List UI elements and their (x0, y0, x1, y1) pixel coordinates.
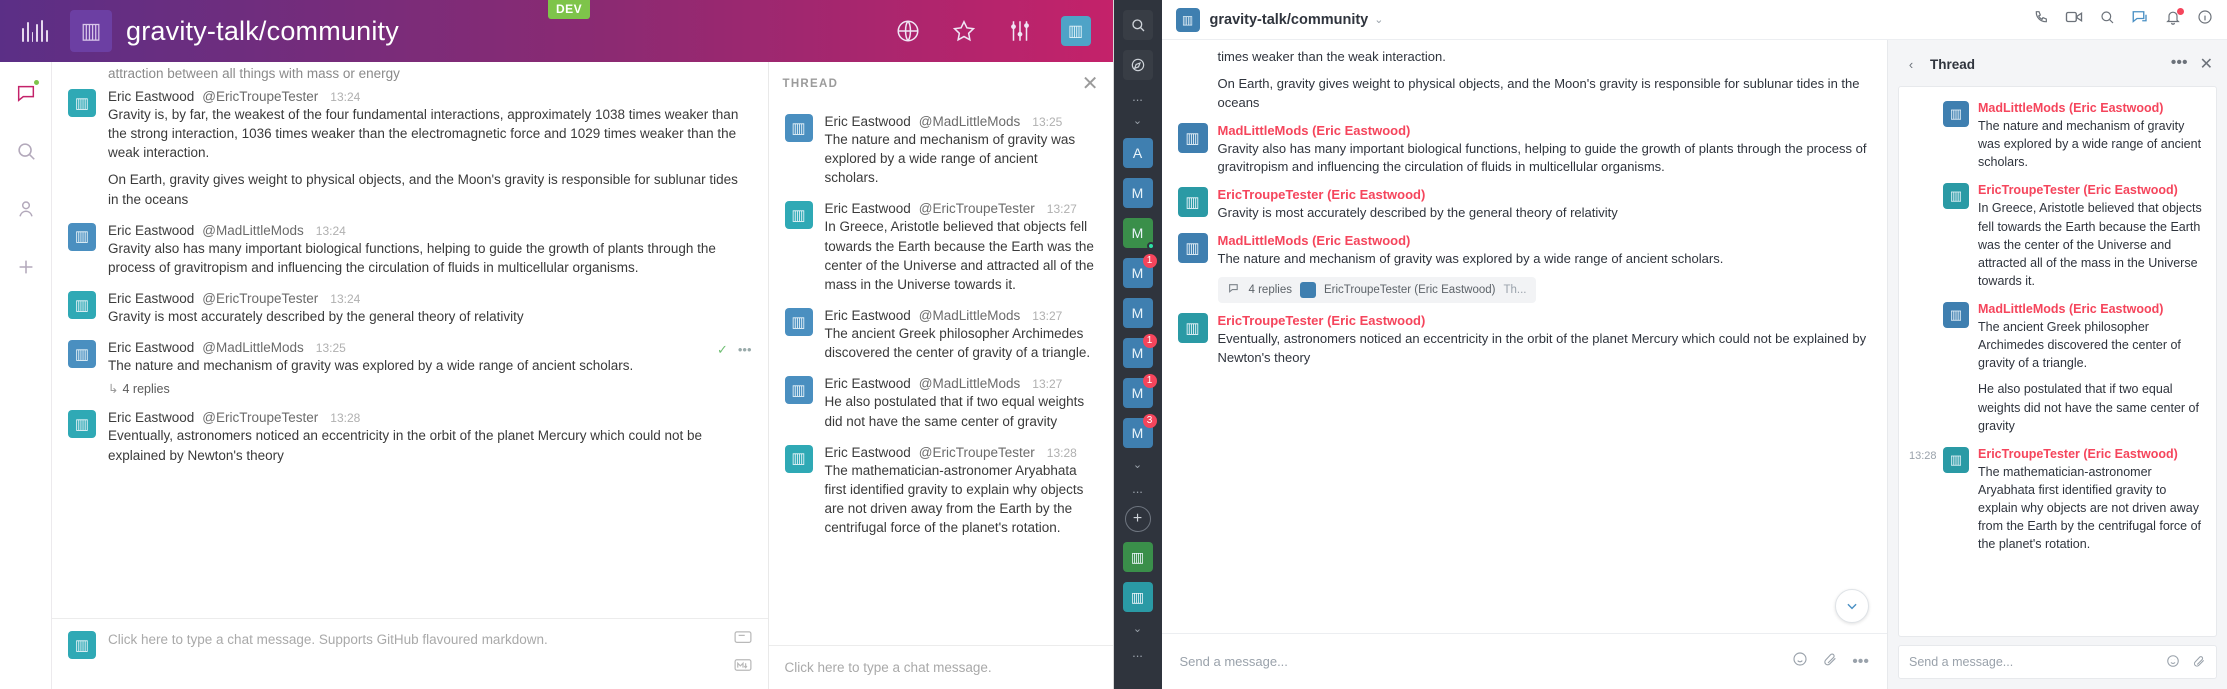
message-author[interactable]: EricTroupeTester (Eric Eastwood) (1217, 187, 1426, 203)
avatar-letter: M (1131, 385, 1144, 401)
left-body (0, 62, 1113, 689)
list-item[interactable] (1162, 307, 1888, 372)
message-time: 13:27 (1046, 202, 1077, 217)
avatar[interactable] (68, 223, 96, 251)
avatar-glyph: ▥ (791, 381, 806, 399)
message-time: 13:27 (1032, 377, 1063, 392)
sidebar-item-chat[interactable] (9, 76, 43, 110)
avatar-glyph: ▥ (1949, 307, 1963, 322)
avatar[interactable] (68, 291, 96, 319)
composer-actions (734, 631, 752, 677)
message-author: Eric Eastwood (108, 340, 195, 356)
list-item[interactable] (52, 283, 768, 332)
avatar[interactable] (785, 308, 813, 336)
threads-icon[interactable] (2131, 9, 2149, 30)
message-username[interactable]: @MadLittleMods (918, 114, 1021, 129)
thread-panel-title: Thread (1930, 56, 1976, 72)
message-body (1218, 48, 1868, 113)
right-thread-panel (1887, 40, 2227, 689)
video-camera-icon[interactable] (2065, 9, 2083, 30)
close-icon[interactable]: ✕ (2199, 56, 2213, 73)
thread-panel-actions (2171, 54, 2213, 74)
list-item[interactable] (1899, 296, 2216, 441)
message-body: The nature and mechanism of gravity was explored by a wide range of ancient scholars. (824, 132, 1076, 186)
message-username[interactable]: @EricTroupeTester (202, 291, 319, 307)
room-avatar[interactable] (1176, 8, 1200, 32)
message-time: 13:28 (1046, 445, 1077, 460)
message-author[interactable]: EricTroupeTester (Eric Eastwood) (1978, 183, 2178, 198)
user-avatar[interactable] (1061, 16, 1091, 46)
message-author: Eric Eastwood (108, 222, 195, 238)
list-item[interactable] (769, 300, 1113, 368)
message-paragraph: Gravity also has many important biological functions, helping to guide the growth of plants through the process of gravitropism and influencing the circulation of fluids in multicellular organisms. (108, 240, 716, 275)
message-author[interactable]: MadLittleMods (Eric Eastwood) (1978, 302, 2164, 316)
message-body: In Greece, Aristotle believed that objects fell towards the Earth because the Earth was the center of the Universe and attracted all of the mass in the Universe towards it. (1978, 201, 2202, 288)
list-item[interactable] (769, 193, 1113, 300)
markdown-help-icon[interactable] (734, 658, 752, 677)
message-author[interactable]: EricTroupeTester (Eric Eastwood) (1978, 446, 2178, 461)
message-time (1909, 302, 1943, 435)
message-username[interactable]: @MadLittleMods (202, 340, 304, 356)
close-icon[interactable]: ✕ (1081, 73, 1099, 95)
message-paragraph: times weaker than the weak interaction. (1217, 49, 1446, 64)
avatar-glyph: ▥ (1185, 194, 1200, 212)
kebab-more-icon[interactable]: ••• (2170, 54, 2188, 71)
read-check-icon[interactable]: ✓ (716, 342, 728, 358)
message-username[interactable]: @EricTroupeTester (202, 89, 319, 104)
message-paragraph: Gravity also has many important biological functions, helping to guide the growth of plants through the process of gravitropism and influencing the circulation of fluids in multicellular organisms. (1217, 140, 1867, 175)
menu-icon (22, 20, 48, 42)
list-item[interactable] (769, 106, 1113, 193)
rail-chevron-2[interactable]: ⌄ (1132, 459, 1143, 471)
message-body (1218, 330, 1868, 368)
rail-avatar-1[interactable] (1123, 255, 1153, 288)
thread-input-placeholder[interactable]: Send a message... (1909, 655, 2014, 669)
chat-input-placeholder[interactable]: Click here to type a chat message. Supports GitHub flavoured markdown. (108, 632, 548, 647)
globe-icon[interactable] (893, 16, 923, 46)
sidebar-item-add[interactable] (9, 250, 43, 284)
avatar-glyph: ▥ (791, 313, 806, 331)
rail-chevron-3[interactable]: ⌄ (1132, 623, 1143, 635)
message-paragraph: On Earth, gravity gives weight to physical objects, and the Moon's gravity is responsible for sublunar tides in the oceans (108, 172, 738, 207)
rail-dots-2[interactable]: ... (1132, 481, 1143, 496)
avatar-glyph: ▥ (791, 450, 806, 468)
avatar-letter: M (1131, 305, 1144, 321)
rail-chevron-1[interactable]: ⌄ (1132, 115, 1143, 127)
avatar[interactable] (1178, 233, 1208, 263)
message-paragraph: On Earth, gravity gives weight to physical objects, and the Moon's gravity is responsible for sublunar tides in the oceans (1217, 75, 1860, 110)
left-chat-column (52, 62, 768, 689)
message-hover-actions (717, 342, 752, 358)
avatar (1300, 282, 1316, 298)
rail-dots-1[interactable]: ... (1132, 89, 1143, 104)
avatar[interactable] (1178, 123, 1208, 153)
avatar-glyph: ▥ (1185, 240, 1200, 258)
message-time: 13:28 (1909, 449, 1937, 462)
message-username[interactable]: @EricTroupeTester (918, 444, 1035, 460)
sidebar-item-people[interactable] (9, 192, 43, 226)
avatar-glyph: ▥ (74, 94, 90, 112)
phone-icon[interactable] (2033, 9, 2049, 30)
user-avatar-icon: ▥ (1067, 23, 1084, 40)
rail-dots-3[interactable]: ... (1132, 645, 1143, 660)
avatar-letter: A (1132, 145, 1143, 161)
sidebar-item-search[interactable] (9, 134, 43, 168)
rail-avatar-7[interactable] (1123, 582, 1153, 612)
star-icon[interactable] (949, 16, 979, 46)
message-time: 13:25 (315, 341, 346, 356)
message-body: He also postulated that if two equal weights did not have the same center of gravity (824, 394, 1085, 429)
message-time: 13:24 (315, 223, 346, 238)
message-body (1218, 250, 1724, 269)
avatar[interactable] (1178, 187, 1208, 217)
left-header-actions (893, 16, 1113, 46)
rail-avatar-4[interactable] (1123, 375, 1153, 408)
message-body: The nature and mechanism of gravity was explored by a wide range of ancient scholars. (1978, 119, 2202, 170)
list-item[interactable] (769, 437, 1113, 544)
avatar[interactable] (1943, 302, 1969, 328)
avatar-letter: M (1131, 425, 1144, 441)
avatar[interactable] (68, 340, 96, 368)
unread-indicator-dot (32, 78, 41, 87)
message-paragraph: Eventually, astronomers noticed an eccentricity in the orbit of the planet Mercury which could not be explained by Newton's theory (1217, 330, 1867, 365)
list-item[interactable] (769, 368, 1113, 436)
avatar[interactable] (1178, 313, 1208, 343)
right-body (1162, 40, 2227, 689)
chat-input-placeholder[interactable]: Send a message... (1179, 654, 1288, 669)
message-time (1909, 101, 1943, 171)
message-paragraph: Gravity is most accurately described by the general theory of relativity (108, 309, 524, 325)
list-item[interactable] (1162, 117, 1888, 182)
rail-avatar-a[interactable] (1123, 138, 1153, 168)
message-body (108, 356, 750, 375)
avatar[interactable] (785, 376, 813, 404)
message-paragraph: He also postulated that if two equal weights did not have the same center of gravity (1978, 382, 2199, 433)
avatar-placeholder (1178, 48, 1208, 113)
emoji-icon[interactable] (1792, 651, 1808, 672)
right-composer[interactable] (1162, 633, 1888, 689)
avatar-glyph: ▥ (74, 345, 90, 363)
bell-icon[interactable] (2165, 9, 2181, 31)
emoji-icon[interactable] (2166, 654, 2180, 671)
avatar[interactable] (1943, 101, 1969, 127)
message-body (108, 105, 750, 209)
thread-message-list[interactable] (769, 106, 1113, 645)
markdown-preview-icon[interactable] (734, 631, 752, 650)
page-title[interactable]: gravity-talk/community (1209, 11, 1369, 28)
rail-avatar-m2[interactable] (1123, 218, 1153, 248)
rail-avatar-2[interactable] (1123, 298, 1153, 328)
message-body: The ancient Greek philosopher Archimedes discovered the center of gravity of a triangle. (824, 326, 1091, 361)
dev-badge: DEV (548, 0, 590, 19)
right-main (1162, 0, 2227, 689)
create-new-button[interactable]: + (1125, 506, 1151, 532)
message-body: In Greece, Aristotle believed that objects fell towards the Earth because the Earth was the center of the Universe and attracted all of the mass in the Universe towards it. (824, 219, 1094, 292)
message-body (108, 307, 750, 326)
avatar[interactable] (785, 114, 813, 142)
message-author: Eric Eastwood (108, 291, 195, 307)
list-item[interactable] (1899, 177, 2216, 296)
avatar-glyph: ▥ (791, 206, 806, 224)
jump-to-recent-button[interactable] (1835, 589, 1869, 623)
left-sidebar-rail (0, 62, 52, 689)
avatar[interactable] (785, 201, 813, 229)
avatar-glyph: ▥ (74, 415, 90, 433)
right-header-actions (2033, 9, 2213, 31)
avatar[interactable] (1943, 447, 1969, 473)
avatar-glyph: ▥ (1185, 319, 1200, 337)
message-paragraph: The nature and mechanism of gravity was explored by a wide range of ancient scholars. (1217, 251, 1724, 267)
partial-message-text: attraction between all things with mass or energy (108, 66, 400, 81)
message-author[interactable]: MadLittleMods (Eric Eastwood) (1217, 122, 1411, 138)
left-message-list[interactable] (52, 62, 768, 618)
message-username[interactable]: @MadLittleMods (918, 308, 1021, 324)
back-icon[interactable]: ‹ (1908, 56, 1914, 72)
list-item[interactable] (52, 332, 768, 402)
list-item[interactable] (52, 215, 768, 283)
message-username[interactable]: @EricTroupeTester (202, 410, 319, 426)
message-time: 13:24 (330, 90, 361, 104)
avatar-letter: ▥ (1130, 548, 1145, 565)
avatar-glyph: ▥ (74, 296, 90, 314)
gitter-app (0, 0, 1113, 689)
avatar[interactable] (1943, 183, 1969, 209)
message-time: 13:28 (330, 411, 361, 426)
presence-dot (1147, 242, 1155, 250)
message-time: 13:25 (1032, 115, 1063, 129)
list-item[interactable] (52, 402, 768, 470)
list-item[interactable] (1162, 181, 1888, 227)
avatar-glyph: ▥ (791, 119, 806, 137)
notification-badge-dot (2177, 8, 2184, 15)
message-body (108, 426, 750, 464)
message-author: Eric Eastwood (824, 114, 911, 129)
message-body (1218, 204, 1618, 223)
list-item[interactable] (1162, 46, 1888, 117)
rail-avatar-5[interactable] (1123, 415, 1153, 448)
avatar-letter: M (1131, 345, 1144, 361)
avatar-glyph: ▥ (1949, 451, 1963, 467)
list-item[interactable] (1162, 227, 1888, 307)
avatar-glyph: ▥ (1949, 106, 1963, 121)
message-paragraph: Gravity is, by far, the weakest of the four fundamental interactions, approximately 1038 times weaker than the strong interaction, 1036 times weaker than the electromagnetic force and 1029 times weaker than the weak interaction. (108, 107, 739, 161)
thread-composer[interactable] (769, 645, 1113, 689)
avatar[interactable] (785, 445, 813, 473)
message-author: Eric Eastwood (108, 410, 195, 426)
thread-panel-header (769, 62, 1113, 106)
left-composer[interactable] (52, 618, 768, 689)
thread-preview-text: Th... (1503, 283, 1527, 296)
unread-badge: 1 (1143, 334, 1157, 348)
rail-avatar-3[interactable] (1123, 335, 1153, 368)
thread-icon (1228, 283, 1241, 297)
message-body (1218, 140, 1868, 178)
thread-panel-title: THREAD (782, 78, 839, 90)
message-author: Eric Eastwood (824, 308, 911, 324)
message-author: Eric Eastwood (824, 444, 911, 460)
message-author: Eric Eastwood (824, 376, 911, 392)
unread-badge: 1 (1143, 374, 1157, 388)
avatar[interactable] (68, 410, 96, 438)
search-icon[interactable] (1123, 10, 1153, 40)
avatar-glyph: ▥ (1949, 188, 1963, 204)
thread-composer[interactable] (1898, 645, 2217, 679)
list-item[interactable] (1899, 95, 2216, 177)
rail-avatar-m1[interactable] (1123, 178, 1153, 208)
left-header (0, 0, 1113, 62)
message-body: The mathematician-astronomer Aryabhata first identified gravity to explain why objects are not driven away from the Earth by the centrifugal force of the planet's rotation. (824, 462, 1084, 536)
message-author: Eric Eastwood (824, 201, 911, 217)
list-item[interactable] (52, 81, 768, 215)
message-username[interactable]: @MadLittleMods (918, 376, 1021, 392)
thread-input-placeholder[interactable]: Click here to type a chat message. (784, 660, 992, 675)
message-username[interactable]: @MadLittleMods (202, 222, 304, 238)
avatar-glyph: ▥ (74, 228, 90, 246)
kebab-more-icon[interactable]: ••• (1852, 652, 1869, 670)
message-body (1978, 318, 2204, 435)
settings-sliders-icon[interactable] (1005, 16, 1035, 46)
message-time: 13:24 (330, 292, 361, 307)
unread-badge: 1 (1143, 254, 1157, 268)
compass-icon[interactable] (1123, 50, 1153, 80)
reply-arrow-icon: ↳ (108, 382, 119, 397)
message-body: The mathematician-astronomer Aryabhata first identified gravity to explain why objects are not driven away from the Earth by the centrifugal force of the planet's rotation. (1978, 464, 2202, 552)
rocketchat-app (1114, 0, 2227, 689)
search-messages-icon[interactable] (2099, 9, 2115, 30)
thread-preview-chip[interactable] (1218, 277, 1537, 303)
menu-toggle[interactable] (0, 20, 70, 42)
room-avatar[interactable] (70, 10, 112, 52)
list-item[interactable] (1899, 441, 2216, 560)
message-author[interactable]: MadLittleMods (Eric Eastwood) (1217, 233, 1411, 249)
room-avatar-icon: ▥ (1181, 12, 1194, 27)
avatar-letter: M (1131, 225, 1144, 241)
avatar-glyph: ▥ (1185, 129, 1200, 147)
right-chat-column (1162, 40, 1888, 689)
replies-count-label: 4 replies (122, 382, 170, 397)
message-time (1909, 183, 1943, 290)
thread-last-user: EricTroupeTester (Eric Eastwood) (1323, 283, 1496, 296)
right-header (1162, 0, 2227, 40)
attachment-icon[interactable] (2192, 654, 2206, 671)
message-author: Eric Eastwood (108, 89, 195, 104)
left-thread-panel (768, 62, 1113, 689)
thread-message-list[interactable] (1898, 86, 2217, 637)
attachment-icon[interactable] (1822, 651, 1838, 672)
message-username[interactable]: @EricTroupeTester (918, 201, 1035, 217)
kebab-info-icon[interactable] (2197, 9, 2213, 30)
rail-avatar-6[interactable] (1123, 542, 1153, 572)
message-author[interactable]: EricTroupeTester (Eric Eastwood) (1217, 312, 1426, 328)
thread-replies-link[interactable] (108, 381, 750, 396)
message-paragraph: The ancient Greek philosopher Archimedes discovered the center of gravity of a triangle. (1978, 320, 2181, 371)
right-message-list[interactable] (1162, 40, 1888, 633)
avatar-glyph: ▥ (74, 636, 90, 654)
replies-count-label: 4 replies (1248, 283, 1292, 296)
room-avatar-icon: ▥ (80, 18, 102, 43)
right-sidebar-rail (1114, 0, 1162, 689)
message-paragraph: Eventually, astronomers noticed an eccentricity in the orbit of the planet Mercury which could not be explained by Newton's theory (108, 428, 703, 463)
chevron-down-icon[interactable]: ⌄ (1374, 14, 1384, 26)
unread-badge: 3 (1143, 414, 1157, 428)
message-time: 13:27 (1032, 309, 1063, 324)
avatar[interactable] (68, 89, 96, 117)
kebab-more-icon[interactable]: ••• (737, 342, 752, 358)
page-title: gravity-talk/community (126, 15, 399, 46)
message-author[interactable]: MadLittleMods (Eric Eastwood) (1978, 101, 2164, 115)
avatar-letter: ▥ (1130, 588, 1145, 605)
composer-avatar (68, 631, 96, 659)
message-paragraph: Gravity is most accurately described by the general theory of relativity (1217, 205, 1618, 221)
thread-panel-header (1898, 50, 2217, 78)
message-body (108, 239, 750, 277)
avatar-letter: M (1131, 265, 1144, 281)
message-paragraph: The nature and mechanism of gravity was explored by a wide range of ancient scholars. (108, 358, 634, 374)
avatar-letter: M (1131, 185, 1144, 201)
